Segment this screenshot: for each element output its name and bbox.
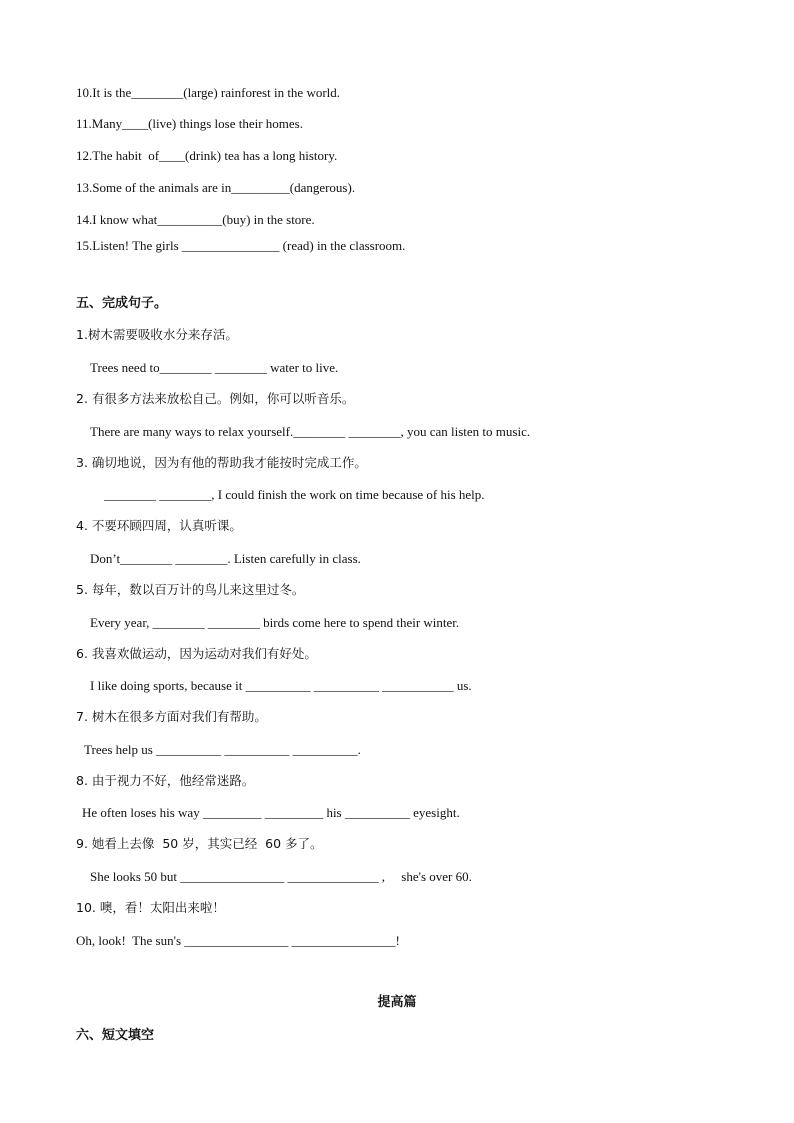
sentence-7-english: Trees help us __________ __________ __________. [84, 742, 361, 757]
exercise-item-10: 10.It is the________(large) rainforest in the world. [76, 85, 341, 100]
sentence-5-english: Every year, ________ ________ birds come here to spend their winter. [90, 615, 460, 630]
section5-title: 五、完成句子。 [76, 296, 168, 311]
sentence-6-chinese: 6. 我喜欢做运动，因为运动对我们有好处。 [76, 646, 317, 661]
section6-title: 六、短文填空 [76, 1028, 155, 1043]
sentence-6-english: I like doing sports, because it __________ __________ ___________ us. [90, 678, 472, 693]
exercise-item-13: 13.Some of the animals are in_________(dangerous). [76, 180, 356, 195]
sentence-7-chinese: 7. 树木在很多方面对我们有帮助。 [76, 709, 267, 724]
sentence-2-english: There are many ways to relax yourself.________ ________, you can listen to music. [90, 424, 531, 439]
sentence-4-english: Don’t________ ________. Listen carefully in class. [90, 551, 361, 566]
sentence-8-english: He often loses his way _________ _________ his __________ eyesight. [82, 805, 460, 820]
exercise-item-14: 14.I know what__________(buy) in the store. [76, 212, 315, 227]
sentence-5-chinese: 5. 每年，数以百万计的鸟儿来这里过冬。 [76, 582, 305, 597]
sentence-10-chinese: 10. 噢，看！太阳出来啦！ [76, 900, 225, 915]
exercise-item-11: 11.Many____(live) things lose their homes. [76, 116, 303, 131]
exercise-item-12: 12.The habit of____(drink) tea has a long history. [76, 148, 338, 163]
sentence-9-chinese: 9. 她看上去像 50 岁，其实已经 60 多了。 [76, 836, 323, 851]
sentence-10-english: Oh, look! The sun's ________________ ________________! [76, 933, 400, 948]
exercise-item-15: 15.Listen! The girls _______________ (read) in the classroom. [76, 238, 406, 253]
sentence-8-chinese: 8. 由于视力不好，他经常迷路。 [76, 773, 255, 788]
sentence-4-chinese: 4. 不要环顾四周，认真听课。 [76, 518, 242, 533]
sentence-2-chinese: 2. 有很多方法来放松自己。例如，你可以听音乐。 [76, 391, 355, 406]
sentence-1-english: Trees need to________ ________ water to live. [90, 360, 339, 375]
sentence-1-chinese: 1.树木需要吸收水分来存活。 [76, 327, 238, 342]
sentence-3-english: ________ ________, I could finish the work on time because of his help. [104, 487, 485, 502]
sentence-9-english: She looks 50 but ________________ ______________ , she's over 60. [90, 869, 472, 884]
sentence-3-chinese: 3. 确切地说，因为有他的帮助我才能按时完成工作。 [76, 455, 367, 470]
advanced-section-title: 提高篇 [377, 995, 417, 1010]
